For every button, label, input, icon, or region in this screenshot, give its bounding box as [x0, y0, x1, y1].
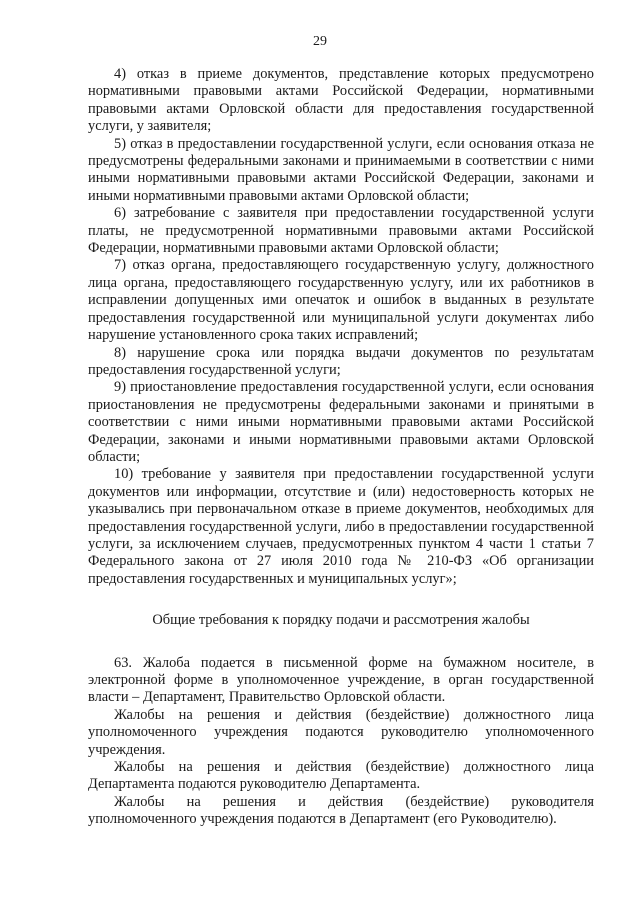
paragraph-complaint-authorized-institution: Жалобы на решения и действия (бездействие) должностного лица уполномоченного учреждения подаются руководителю уполномоченного учреждения. [88, 706, 594, 758]
list-item-6: 6) затребование с заявителя при предоставлении государственной услуги платы, не предусмотренной нормативными правовыми актами Российской Федерации, нормативными правовыми актами Орловской области; [88, 205, 594, 257]
list-item-7: 7) отказ органа, предоставляющего государственную услугу, должностного лица органа, предоставляющего государственную услугу, или их работников в исправлении допущенных ими опечаток и ошибок в выданных в результате предоставления государственной или муниципальной услуги документах либо нарушение установленного срока таких исправлений; [88, 257, 594, 344]
section-heading: Общие требования к порядку подачи и рассмотрения жалобы [152, 612, 530, 629]
list-item-8: 8) нарушение срока или порядка выдачи документов по результатам предоставления государственной услуги; [88, 344, 594, 378]
paragraph-complaint-department: Жалобы на решения и действия (бездействие) должностного лица Департамента подаются руководителю Департамента. [88, 759, 594, 793]
list-item-4: 4) отказ в приеме документов, представление которых предусмотрено нормативными правовыми актами Российской Федерации, нормативными правовыми актами Орловской области для предоставления государственной услуги, у заявителя; [88, 66, 594, 135]
list-item-10: 10) требование у заявителя при предоставлении государственной услуги документов или информации, отсутствие и (или) недостоверность которых не указывались при первоначальном отказе в приеме документов, необходимых для предоставления государственной услуги, либо в предоставлении государственной услуги, за исключением случаев, предусмотренных пунктом 4 части 1 статьи 7 Федерального закона от 27 июля 2010 года № 210-ФЗ «Об организации предоставления государственных и муниципальных услуг»; [88, 466, 594, 587]
paragraph-complaint-institution-head: Жалобы на решения и действия (бездействие) руководителя уполномоченного учреждения подаются в Департамент (его Руководителю). [88, 793, 594, 828]
paragraph-63: 63. Жалоба подается в письменной форме на бумажном носителе, в электронной форме в уполномоченное учреждение, в орган государственной власти – Департамент, Правительство Орловской области. [88, 654, 594, 706]
list-item-5: 5) отказ в предоставлении государственной услуги, если основания отказа не предусмотрены федеральными законами и принимаемыми в соответствии с ними иными нормативными правовыми актами Российской Федерации, законами и иными нормативными правовыми актами Орловской области; [88, 135, 594, 204]
list-item-9: 9) приостановление предоставления государственной услуги, если основания приостановления не предусмотрены федеральными законами и принятыми в соответствии с ними иными нормативными правовыми актами Российской Федерации, законами и иными нормативными правовыми актами Орловской области; [88, 379, 594, 465]
page-number: 29 [313, 34, 327, 49]
page-content [88, 66, 594, 829]
